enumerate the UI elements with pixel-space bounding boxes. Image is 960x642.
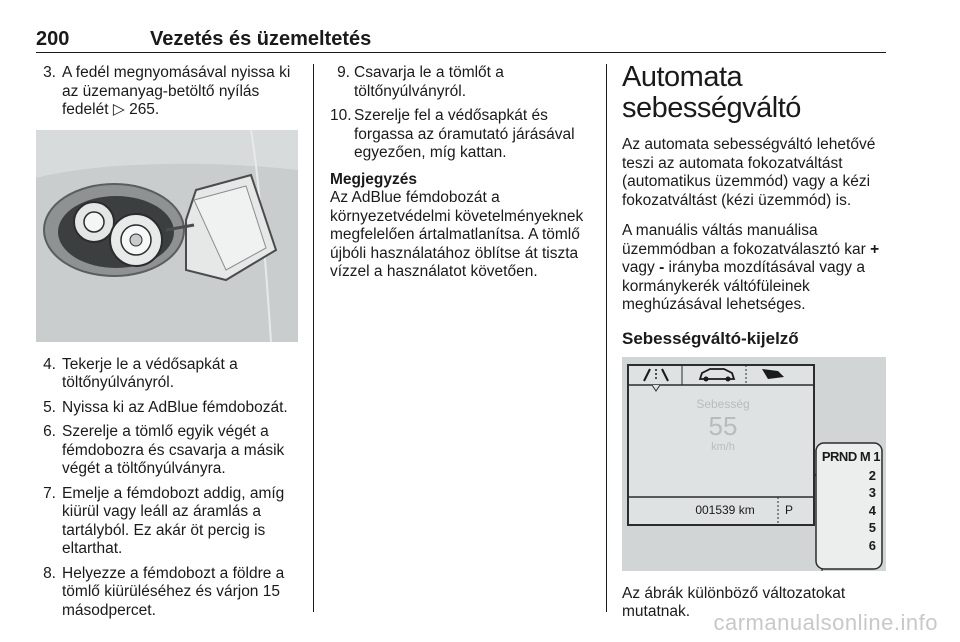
step-9: 9. Csavarja le a tömlőt a töltőnyúlványról. [337, 64, 504, 100]
step-10: 10. Szerelje fel a védősapkát és forgassa az óramutató járásával egyezően, míg kattan. [330, 107, 575, 161]
gear-6: 6 [868, 537, 876, 553]
header-rule [36, 52, 886, 53]
step-8: 8. Helyezze a fémdobozt a földre a tömlő kiürüléséhez és várjon 15 másodpercet. [43, 564, 285, 619]
prndm-label: PRND M 1 [821, 448, 880, 464]
page-number: 200 [36, 28, 70, 50]
section-title: Vezetés és üzemeltetés [150, 28, 372, 50]
step-7: 7. Emelje a fémdobozt addig, amíg kiürül vagy leáll az áramlás a tartályból. Ez akár öt percig is eltarthat. [43, 484, 285, 557]
step-3: 3. A fedél megnyomásával nyissa ki az üzemanyag-betöltő nyílás fedelét ▷ 265. [43, 64, 291, 118]
column-1 [36, 64, 298, 626]
step-6: 6. Szerelje a tömlő egyik végét a fémdobozra és csavarja a másik végét a töltőnyúlványra. [43, 423, 285, 477]
gear-display-illustration [622, 357, 886, 571]
fuel-filler-illustration [36, 130, 298, 342]
watermark-url: carmanualsonline.info [713, 610, 938, 635]
manual-mode-paragraph: A manuális váltás manuálisa üzemmódban a fokozatválasztó kar + vagy - irányba mozdításával vagy a kormánykerék váltófüleinek meghúzásával lehetséges. [622, 222, 880, 313]
page-header [36, 28, 886, 54]
speed-value: 55 [708, 410, 738, 441]
step-5: 5. Nyissa ki az AdBlue fémdobozát. [43, 398, 288, 416]
fuel-filler-drawing [36, 130, 298, 342]
note-title: Megjegyzés [330, 170, 418, 188]
step-4: 4. Tekerje le a védősapkát a töltőnyúlványról. [43, 355, 238, 391]
gear-list [818, 467, 876, 555]
column-divider-1 [313, 64, 314, 612]
note-text: Az AdBlue fémdobozát a környezetvédelmi követelményeknek megfelelően ártalmatlanítsa. A tömlő újbóli használatához öblítse át tiszta vízzel a használatot követően. [330, 189, 584, 280]
gear-display-heading: Sebességváltó-kijelző [622, 328, 799, 348]
gear-4: 4 [868, 502, 876, 518]
figure-caption: Az ábrák különböző változatokat mutatnak. [622, 584, 846, 620]
odometer: 001539 km [695, 502, 755, 517]
speed-unit: km/h [711, 440, 735, 453]
column-divider-2 [606, 64, 607, 612]
column-2 [330, 64, 592, 282]
step-3-text: A fedél megnyomásával nyissa ki az üzemanyag-betöltő nyílás fedelét ▷ 265. [62, 64, 291, 118]
gear-2: 2 [868, 467, 876, 483]
speed-label: Sebesség [696, 396, 750, 411]
gear-indicator: P [785, 502, 794, 517]
gear-3: 3 [868, 485, 876, 500]
intro-paragraph: Az automata sebességváltó lehetővé teszi az automata fokozatváltást (automatikus üzemmód) vagy a kézi fokozatváltást (kézi üzemmód) is. [622, 136, 876, 209]
gear-5: 5 [868, 520, 876, 535]
section-heading: Automata sebességváltó [622, 61, 801, 124]
column-3 [622, 61, 886, 622]
